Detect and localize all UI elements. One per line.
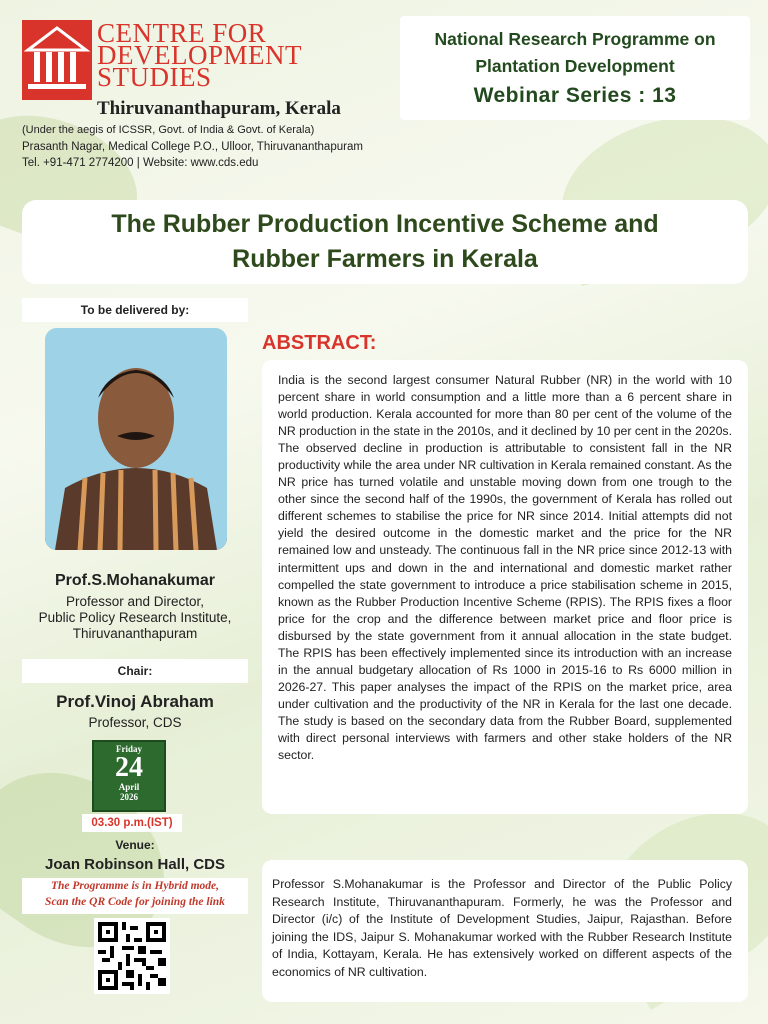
cds-logo-icon xyxy=(22,20,92,100)
hybrid-line1: The Programme is in Hybrid mode, xyxy=(50,880,220,892)
speaker-name: Prof.S.Mohanakumar xyxy=(54,572,216,589)
qr-code-icon[interactable] xyxy=(94,918,170,994)
speaker-photo xyxy=(45,328,227,550)
talk-title-line1: The Rubber Production Incentive Scheme and xyxy=(111,210,659,238)
hybrid-line2: Scan the QR Code for joining the link xyxy=(45,896,225,908)
event-date: 24 xyxy=(115,752,143,783)
programme-line1: National Research Programme on xyxy=(434,29,716,49)
venue-label: Venue: xyxy=(115,838,155,852)
talk-title-line2: Rubber Farmers in Kerala xyxy=(232,245,538,273)
talk-title xyxy=(22,200,748,284)
event-day: Friday xyxy=(116,744,142,754)
event-month: April xyxy=(118,782,140,792)
abstract-box xyxy=(262,360,748,814)
speaker-bio-box xyxy=(262,860,748,1002)
delivered-by-label: To be delivered by: xyxy=(22,298,248,322)
chair-label: Chair: xyxy=(22,659,248,683)
hybrid-notice xyxy=(22,878,248,914)
chair-name: Prof.Vinoj Abraham xyxy=(56,692,214,711)
speaker-bio-text: Professor S.Mohanakumar is the Professor and Director of the Public Policy Research Institute, Thiruvananthapuram. Formerly, he was the Professor and Director (i/c) of the Institute of Development Studies, Jaipur, Rajasthan. Before joining the IDS, Jaipur S. Mohanakumar worked with the Rubber Research Institute of India, Kottayam, Kerala. He has extensively worked on different aspects of the economics of NR cultivation. xyxy=(272,877,732,979)
event-date-badge xyxy=(92,740,166,812)
speaker-role xyxy=(22,594,248,642)
speaker-role-line3: Thiruvananthapuram xyxy=(72,626,198,641)
event-year: 2026 xyxy=(120,792,138,802)
programme-line2: Plantation Development xyxy=(475,56,675,76)
org-name-line3: STUDIES xyxy=(97,62,212,92)
org-address: Prasanth Nagar, Medical College P.O., Ulloor, Thiruvananthapuram xyxy=(22,141,363,153)
org-name-line2: DEVELOPMENT xyxy=(97,40,302,70)
org-city: Thiruvananthapuram, Kerala xyxy=(97,98,341,119)
abstract-text: India is the second largest consumer Natural Rubber (NR) in the world with 10 percent share in world consumption and a little more than a 6 percent share in world production. Kerala accounted for more than 80 per cent of the volume of the NR production in the state in the 2010s, and it declined by 10 per cent in the 2020s. The observed decline in production is attributable to consistent fall in the NR productivity while the area under NR cultivation in Kerala remained constant. As the NR price has turned volatile and unstable moving down from one trough to the other since the second half of the 1990s, the government of Kerala has rolled out different schemes to stabilise the price for NR since 2014. Initial attempts did not yield the desired outcome in the domestic market and the price for the NR remained low and unsteady. The continuous fall in the NR price since 2012-13 with intermittent ups and down in the and international and domestic market rather compelled the state government to introduce a price stabilisation scheme in 2015, known as the Rubber Production Incentive Scheme (RPIS). The RPIS fixes a floor price for the crop and the difference between market price and floor price is disbursed by the state government from it annual allocation in the state budget. The RPIS has been effectively implemented since its introduction with an increase in the annual budgetary allocation of Rs 1000 in 2015-16 to Rs 6000 million in 2026-27. This paper analyses the impact of the RPIS on the market price, area under cultivation and the productivity of the NR in Kerala for the last one decade. The study is based on the secondary data from the Rubber Board, supplemented with direct personal interviews with farmers and other stake holders of the NR sector. xyxy=(278,373,732,763)
abstract-heading: ABSTRACT: xyxy=(262,332,377,354)
webinar-series: Webinar Series : 13 xyxy=(473,84,677,107)
org-aegis: (Under the aegis of ICSSR, Govt. of India & Govt. of Kerala) xyxy=(22,124,315,136)
programme-box xyxy=(400,16,750,120)
venue-name: Joan Robinson Hall, CDS xyxy=(44,856,225,873)
org-contact: Tel. +91-471 2774200 | Website: www.cds.edu xyxy=(22,157,259,169)
speaker-role-line2: Public Policy Research Institute, xyxy=(38,610,232,625)
speaker-role-line1: Professor and Director, xyxy=(65,594,205,609)
chair-role: Professor, CDS xyxy=(88,715,182,730)
org-name xyxy=(97,18,302,92)
event-time: 03.30 p.m.(IST) xyxy=(82,814,182,832)
org-name-line1: CENTRE FOR xyxy=(97,18,267,48)
